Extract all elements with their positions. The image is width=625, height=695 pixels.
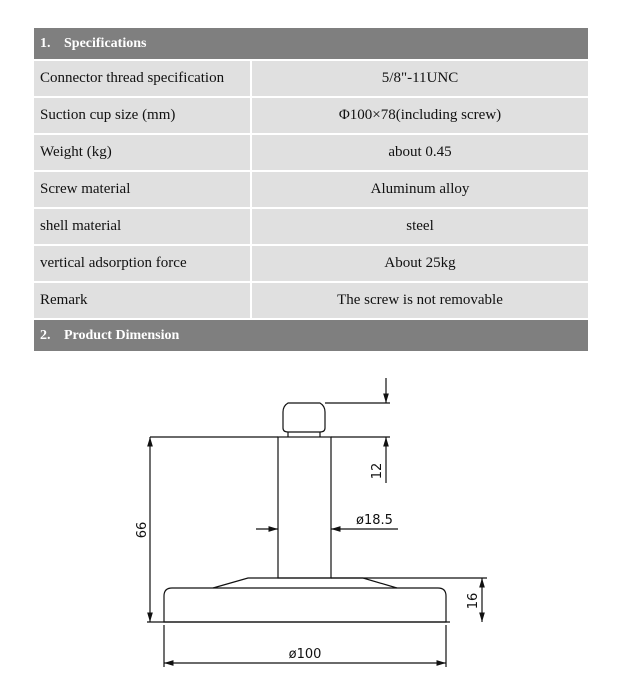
shaft-outline: [278, 437, 331, 578]
table-row: Connector thread specification 5/8"-11UNC: [33, 60, 589, 97]
dim-height: 66: [135, 521, 150, 539]
table-row: Screw material Aluminum alloy: [33, 171, 589, 208]
table-row: shell material steel: [33, 208, 589, 245]
dim-base-diameter: ø100: [288, 647, 322, 662]
table-row: Weight (kg) about 0.45: [33, 134, 589, 171]
table-row: Remark The screw is not removable: [33, 282, 589, 319]
base-outline: [164, 588, 446, 622]
dim-nut-height: 12: [370, 462, 385, 480]
dim-base-height: 16: [466, 592, 481, 610]
table-row: vertical adsorption force About 25kg: [33, 245, 589, 282]
table-row: Suction cup size (mm) Φ100×78(including screw): [33, 97, 589, 134]
nut-outline: [283, 403, 325, 432]
section-header-specifications: 1. Specifications: [33, 27, 589, 60]
dim-shaft-diameter: ø18.5: [356, 513, 393, 528]
section-header-dimension: 2. Product Dimension: [33, 319, 589, 352]
